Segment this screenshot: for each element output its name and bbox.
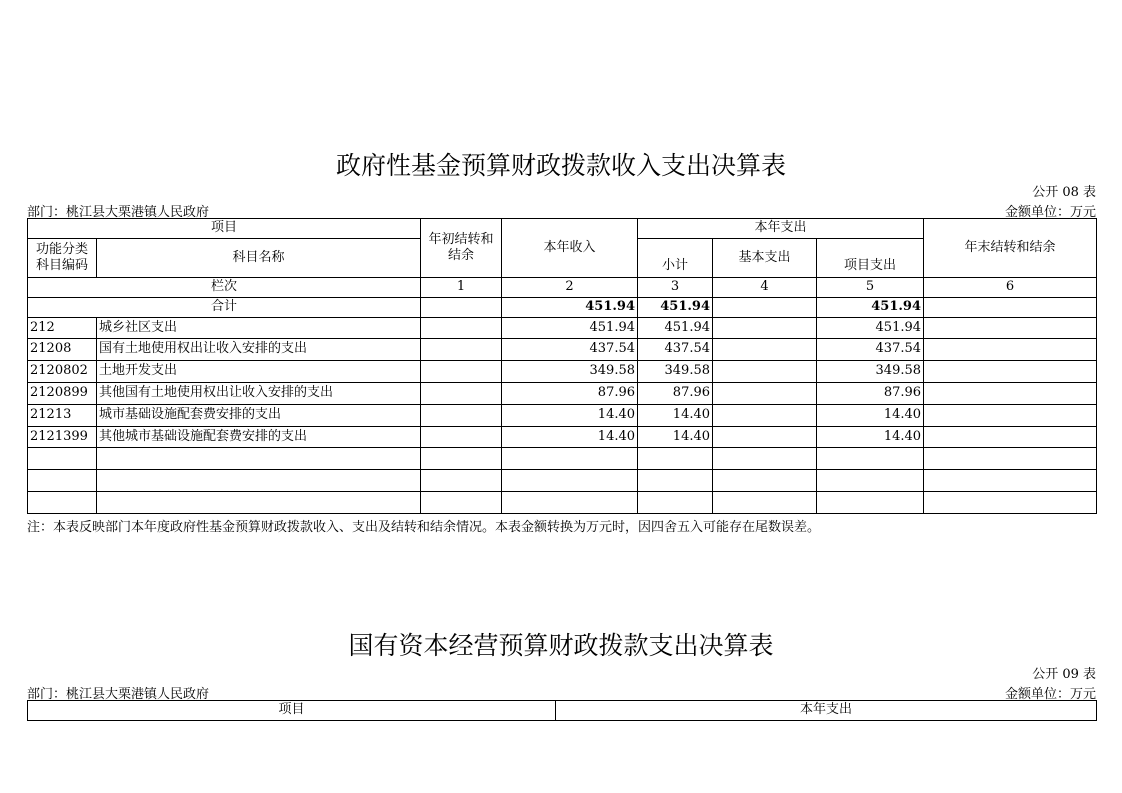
form1-note: 注：本表反映部门本年度政府性基金预算财政拨款收入、支出及结转和结余情况。本表金额转换为万元时，因四舍五入可能存在尾数误差。 <box>27 520 821 535</box>
row-code: 21213 <box>28 405 97 427</box>
column-number: 1 <box>421 278 502 298</box>
header-item: 项目 <box>28 219 421 239</box>
row-code: 212 <box>28 318 97 339</box>
table-row <box>28 383 1097 405</box>
table-row <box>28 318 1097 339</box>
row-subtotal: 437.54 <box>638 339 713 361</box>
header-carryover-end: 年末结转和结余 <box>924 219 1097 278</box>
column-row-label: 栏次 <box>28 278 421 298</box>
table-row <box>28 339 1097 361</box>
row-income: 437.54 <box>502 339 638 361</box>
row-name: 土地开发支出 <box>97 361 421 383</box>
form2-department: 部门：桃江县大栗港镇人民政府 <box>27 687 210 702</box>
header-basic: 基本支出 <box>713 239 817 278</box>
table-row <box>28 427 1097 448</box>
form1-table-number: 公开 08 表 <box>1032 185 1096 200</box>
row-code: 2121399 <box>28 427 97 448</box>
header-carryover-begin: 年初结转和结余 <box>421 219 502 278</box>
row-project: 14.40 <box>817 405 924 427</box>
row-income: 451.94 <box>502 318 638 339</box>
row-project: 349.58 <box>817 361 924 383</box>
row-name: 城市基础设施配套费安排的支出 <box>97 405 421 427</box>
row-project: 14.40 <box>817 427 924 448</box>
total-row <box>28 298 1097 318</box>
total-subtotal: 451.94 <box>638 298 713 318</box>
row-code: 2120899 <box>28 383 97 405</box>
header-expense-group: 本年支出 <box>638 219 924 239</box>
row-income: 87.96 <box>502 383 638 405</box>
row-name: 城乡社区支出 <box>97 318 421 339</box>
row-project: 451.94 <box>817 318 924 339</box>
row-subtotal: 349.58 <box>638 361 713 383</box>
table-row <box>28 405 1097 427</box>
row-name: 国有土地使用权出让收入安排的支出 <box>97 339 421 361</box>
header-project: 项目支出 <box>817 239 924 278</box>
empty-row <box>28 470 1097 492</box>
form1-department: 部门：桃江县大栗港镇人民政府 <box>27 205 210 220</box>
header-income: 本年收入 <box>502 219 638 278</box>
form2-title: 国有资本经营预算财政拨款支出决算表 <box>348 631 774 660</box>
row-name: 其他国有土地使用权出让收入安排的支出 <box>97 383 421 405</box>
column-number: 6 <box>924 278 1097 298</box>
empty-row <box>28 492 1097 514</box>
row-income: 14.40 <box>502 405 638 427</box>
form2-table-number: 公开 09 表 <box>1032 667 1096 682</box>
row-subtotal: 14.40 <box>638 427 713 448</box>
row-income: 14.40 <box>502 427 638 448</box>
row-subtotal: 14.40 <box>638 405 713 427</box>
row-project: 437.54 <box>817 339 924 361</box>
header-subtotal: 小计 <box>638 239 713 278</box>
table-row <box>28 361 1097 383</box>
form1-title: 政府性基金预算财政拨款收入支出决算表 <box>335 151 786 180</box>
form2-header-expense: 本年支出 <box>556 701 1097 721</box>
total-income: 451.94 <box>502 298 638 318</box>
empty-row <box>28 448 1097 470</box>
row-code: 21208 <box>28 339 97 361</box>
total-project: 451.94 <box>817 298 924 318</box>
form2-unit: 金额单位：万元 <box>1004 687 1096 702</box>
row-subtotal: 87.96 <box>638 383 713 405</box>
row-income: 349.58 <box>502 361 638 383</box>
form1-table <box>27 218 1097 514</box>
header-name: 科目名称 <box>97 239 421 278</box>
form2-header-item: 项目 <box>28 701 556 721</box>
header-code: 功能分类科目编码 <box>28 239 97 278</box>
row-project: 87.96 <box>817 383 924 405</box>
total-label: 合计 <box>28 298 421 318</box>
form2-table <box>27 700 1097 721</box>
column-number: 4 <box>713 278 817 298</box>
row-subtotal: 451.94 <box>638 318 713 339</box>
form1-unit: 金额单位：万元 <box>1004 205 1096 220</box>
column-number: 5 <box>817 278 924 298</box>
row-name: 其他城市基础设施配套费安排的支出 <box>97 427 421 448</box>
row-code: 2120802 <box>28 361 97 383</box>
column-number: 3 <box>638 278 713 298</box>
column-number: 2 <box>502 278 638 298</box>
